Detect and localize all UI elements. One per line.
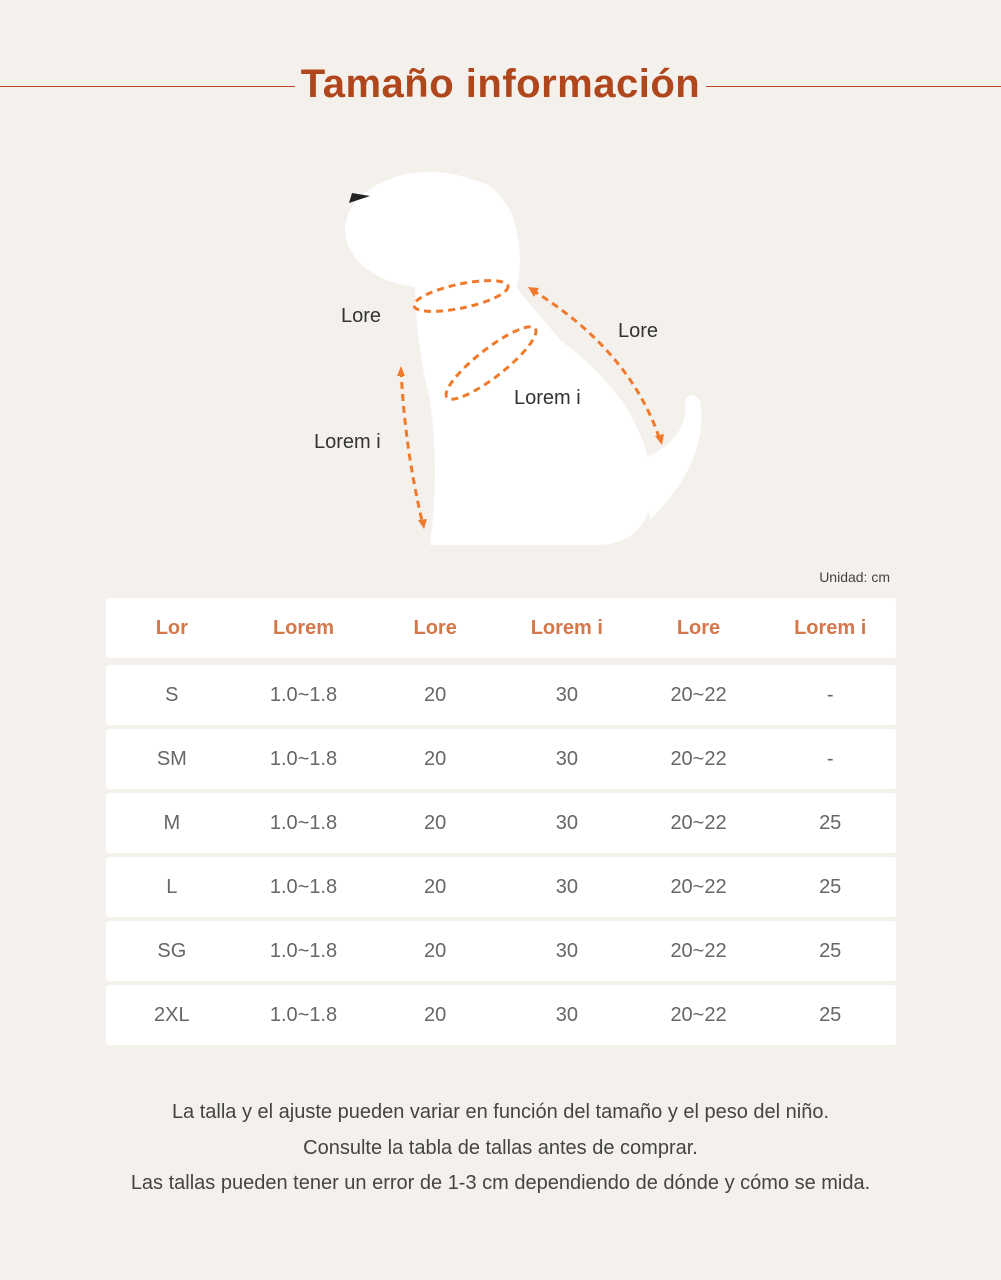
table-cell: 30 — [555, 683, 578, 706]
column-header: Lorem — [272, 616, 335, 639]
table-cell: 30 — [555, 875, 578, 898]
table-cell: 20~22 — [670, 811, 727, 834]
dog-measurement-diagram — [0, 0, 1001, 560]
table-cell: M — [163, 811, 181, 834]
note-line: Las tallas pueden tener un error de 1-3 cm dependiendo de dónde y cómo se mida. — [130, 1172, 871, 1194]
table-cell: 20~22 — [670, 939, 727, 962]
table-cell: 30 — [555, 939, 578, 962]
page-title-text: Tamaño información — [297, 62, 704, 106]
chest-label: Lorem i — [514, 387, 581, 409]
table-cell: - — [826, 683, 834, 706]
table-cell: L — [166, 875, 178, 898]
table-cell: 1.0~1.8 — [269, 875, 338, 898]
table-cell: 25 — [819, 939, 842, 962]
table-cell: 1.0~1.8 — [269, 1003, 338, 1026]
table-cell: 30 — [555, 747, 578, 770]
note-line: Consulte la tabla de tallas antes de comprar. — [303, 1136, 698, 1159]
table-cell: S — [165, 683, 179, 706]
table-cell: 1.0~1.8 — [269, 747, 338, 770]
note-line: La talla y el ajuste pueden variar en función del tamaño y el peso del niño. — [171, 1101, 830, 1123]
table-cell: 20 — [424, 875, 447, 898]
column-header: Lore — [413, 616, 457, 639]
table-cell: 20~22 — [670, 875, 727, 898]
table-cell: 25 — [819, 1003, 842, 1026]
size-notes — [0, 1095, 1001, 1202]
table-cell: 1.0~1.8 — [269, 939, 338, 962]
column-header: Lore — [676, 616, 721, 639]
table-row — [106, 857, 896, 917]
table-cell: 25 — [819, 875, 842, 898]
table-cell: 20 — [424, 1003, 447, 1026]
table-cell: 30 — [555, 811, 578, 834]
table-cell: 20 — [424, 939, 447, 962]
table-cell: 30 — [555, 1003, 578, 1026]
table-cell: 2XL — [154, 1003, 190, 1026]
column-header: Lorem i — [794, 616, 867, 639]
table-cell: SG — [157, 939, 187, 962]
height-arrow — [401, 370, 423, 525]
table-row — [106, 665, 896, 725]
size-table — [106, 598, 896, 1049]
table-row — [106, 985, 896, 1045]
column-header: Lorem i — [530, 616, 603, 639]
table-cell: 20~22 — [670, 683, 727, 706]
table-header — [106, 598, 896, 658]
neck-label: Lore — [341, 305, 382, 327]
table-cell: 20~22 — [670, 1003, 727, 1026]
table-cell: - — [826, 747, 834, 770]
height-label: Lorem i — [314, 431, 381, 453]
table-cell: 20 — [424, 747, 447, 770]
table-row — [106, 793, 896, 853]
table-cell: 1.0~1.8 — [269, 811, 338, 834]
table-cell: 20~22 — [670, 747, 727, 770]
back-label: Lore — [618, 320, 659, 342]
table-row — [106, 921, 896, 981]
table-cell: 1.0~1.8 — [269, 683, 338, 706]
dog-illustration — [345, 172, 701, 545]
column-header: Lor — [155, 616, 188, 639]
table-cell: 20 — [424, 811, 447, 834]
unit-label: Unidad: cm — [819, 569, 890, 585]
table-cell: 20 — [424, 683, 447, 706]
table-row — [106, 729, 896, 789]
table-cell: 25 — [819, 811, 842, 834]
table-cell: SM — [156, 747, 187, 770]
